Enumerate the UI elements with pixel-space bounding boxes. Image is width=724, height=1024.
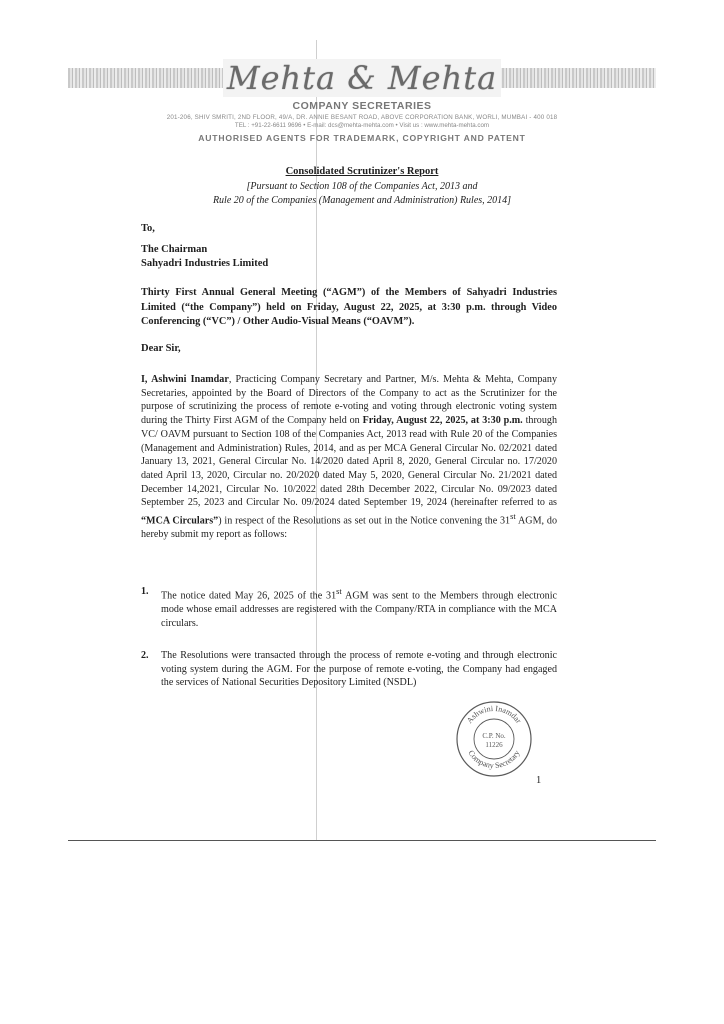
body-paragraph xyxy=(141,373,557,542)
scrutinizer-name: I, Ashwini Inamdar xyxy=(141,374,229,385)
subject-line: Thirty First Annual General Meeting (“AGM”) of the Members of Sahyadri Industries Limited (“the Company”) held on Friday, August 22, 2025, at 3:30 p.m. through Video Conferencing (“VC”) / Other Audio-Visual Means (“OAVM”). xyxy=(141,287,557,327)
report-subtitle-line-2: Rule 20 of the Companies (Management and Administration) Rules, 2014] xyxy=(212,195,512,206)
firm-name-text: Mehta & Mehta xyxy=(223,59,501,97)
list-item-text xyxy=(161,585,557,630)
report-title-text: Consolidated Scrutinizer's Report xyxy=(285,166,439,177)
body-text-c: ) in respect of the Resolutions as set out in the Notice convening the 31 xyxy=(218,515,511,527)
addressee-to: To, xyxy=(141,223,155,234)
report-subtitle-line-1: [Pursuant to Section 108 of the Companies Act, 2013 and xyxy=(246,181,478,192)
letterhead-banner xyxy=(68,60,656,96)
stamp-cp-number: 11226 xyxy=(485,741,503,749)
ordinal-suffix: st xyxy=(510,512,516,522)
addressee-company: Sahyadri Industries Limited xyxy=(141,258,269,269)
footer-rule xyxy=(68,840,656,841)
salutation: Dear Sir, xyxy=(141,343,181,354)
stamp-bottom-text: Company Secretary xyxy=(466,748,522,771)
body-text-a: , Practicing Company Secretary and Partner, M/s. Mehta & Mehta, Company Secretaries, appointed by the Board of Directors of the Company to act as the Scrutinizer for the purpose of scrutinizing the process of remote e-voting and voting through electronic voting system during the Thirty First AGM of the Company held on xyxy=(141,374,558,427)
page-number: 1 xyxy=(536,775,542,786)
letterhead-subtitle: COMPANY SECRETARIES xyxy=(292,100,432,112)
letterhead-address: 201-206, SHIV SMRITI, 2ND FLOOR, 49/A, DR. ANNIE BESANT ROAD, ABOVE CORPORATION BANK, WORLI, MUMBAI - 400 018 xyxy=(166,114,558,121)
list-item-number: 1. xyxy=(141,586,149,597)
meeting-date: Friday, August 22, 2025, at 3:30 p.m. xyxy=(362,415,523,427)
stamp-top-text: Ashwini Inamdar xyxy=(464,703,524,726)
list-item-text-b: AGM was sent to the Members through electronic mode whose email addresses are registered with the Company/RTA in compliance with the MCA circulars. xyxy=(161,590,558,629)
report-subtitle xyxy=(68,180,656,208)
mca-circulars-term: “MCA Circulars” xyxy=(141,515,219,527)
list-item-text-a: The notice dated May 26, 2025 of the 31 xyxy=(161,590,337,602)
report-title xyxy=(68,166,656,177)
firm-name xyxy=(68,60,656,96)
stamp-cp-label: C.P. No. xyxy=(482,732,506,740)
body-text-b: through VC/ OAVM pursuant to Section 108 of the Companies Act, 2013 read with Rule 20 of the Companies (Management and Administration) Rules, 2014, and as per MCA General Circular No. 02/2021 dated January 13, 2021, General Circular No. 14/2020 dated April 8, 2020, General Circular no. 17/2020 dated April 13, 2020, Circular no. 20/2020 dated May 5, 2020, General Circular No. 21/2021 dated December 14,2021, Circular No. 10/2022 dated 28th December 2022, Circular No. 09/2023 dated September 25, 2023 and Circular No. 09/2024 dated September 19, 2024 (hereinafter referred to as xyxy=(141,415,557,509)
letterhead-contact: TEL : +91-22-6611 9696 • E-mail: dcs@mehta-mehta.com • Visit us : www.mehta-mehta.com xyxy=(234,122,490,129)
list-item-number: 2. xyxy=(141,650,149,661)
letterhead-agents: AUTHORISED AGENTS FOR TRADEMARK, COPYRIGHT AND PATENT xyxy=(198,133,526,143)
ordinal-suffix: st xyxy=(336,587,342,596)
body-text-d: AGM, do hereby submit my report as follows: xyxy=(141,515,557,541)
list-item-text: The Resolutions were transacted through the process of remote e-voting and through electronic voting system during the AGM. For the purpose of remote e-voting, the Company had engaged the services of National Securities Depository Limited (NSDL) xyxy=(161,650,557,689)
company-secretary-stamp xyxy=(455,700,533,778)
addressee-chairman: The Chairman xyxy=(141,244,208,255)
